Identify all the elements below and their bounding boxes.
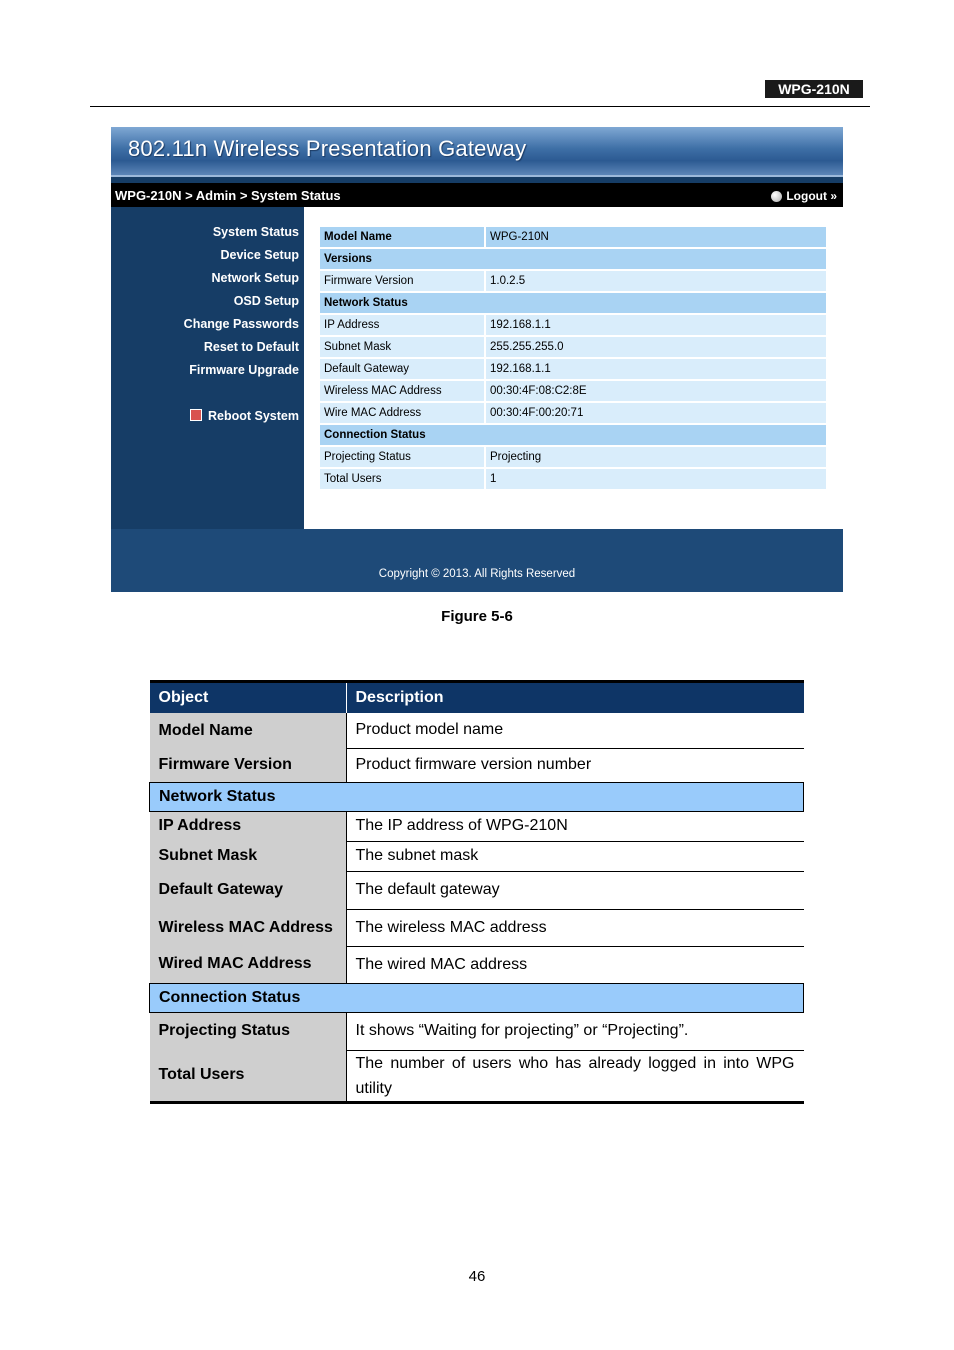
- nav-firmware-upgrade[interactable]: Firmware Upgrade: [189, 363, 299, 377]
- description-cell: The subnet mask: [346, 841, 804, 871]
- object-cell: Subnet Mask: [150, 841, 347, 871]
- status-table: [320, 225, 826, 491]
- status-value: 00:30:4F:08:C2:8E: [486, 381, 826, 401]
- description-cell: It shows “Waiting for projecting” or “Projecting”.: [346, 1012, 804, 1050]
- copyright: Copyright © 2013. All Rights Reserved: [378, 568, 576, 580]
- status-label: Model Name: [320, 227, 486, 247]
- status-value: 192.168.1.1: [486, 359, 826, 379]
- nav-reboot-system[interactable]: [190, 409, 299, 423]
- description-cell: The IP address of WPG-210N: [346, 811, 804, 841]
- system-status-screenshot: [111, 127, 843, 592]
- status-label: Default Gateway: [320, 359, 486, 379]
- object-cell: IP Address: [150, 811, 347, 841]
- status-value: 00:30:4F:00:20:71: [486, 403, 826, 423]
- status-label: Firmware Version: [320, 271, 486, 291]
- footer-bar: [111, 529, 843, 592]
- section-row-network: [150, 782, 804, 811]
- breadcrumb: WPG-210N > Admin > System Status: [115, 188, 341, 203]
- reboot-label: Reboot System: [208, 409, 299, 423]
- status-row-subnet: [320, 337, 826, 357]
- status-row-model: [320, 227, 826, 247]
- object-cell: Model Name: [150, 713, 347, 748]
- banner: [111, 127, 843, 177]
- status-label: Subnet Mask: [320, 337, 486, 357]
- table-row: [150, 1012, 804, 1050]
- status-row-wireless-mac: [320, 381, 826, 401]
- sidebar: [111, 207, 304, 529]
- logout-label: Logout »: [786, 189, 837, 203]
- col-object: Object: [150, 682, 347, 714]
- status-row-firmware: [320, 271, 826, 291]
- status-section-versions: [320, 249, 826, 269]
- object-cell: Projecting Status: [150, 1012, 347, 1050]
- status-row-users: [320, 469, 826, 489]
- table-row: [150, 748, 804, 782]
- status-label: Wireless MAC Address: [320, 381, 486, 401]
- model-badge: WPG-210N: [765, 80, 863, 98]
- nav-reset-to-default[interactable]: Reset to Default: [203, 340, 299, 354]
- nav-device-setup[interactable]: Device Setup: [220, 248, 299, 262]
- description-cell: Product firmware version number: [346, 748, 804, 782]
- figure-caption: Figure 5-6: [441, 608, 513, 625]
- status-value: 192.168.1.1: [486, 315, 826, 335]
- object-cell: Wired MAC Address: [150, 946, 347, 983]
- section-label: Network Status: [320, 293, 826, 313]
- section-cell: Connection Status: [150, 983, 804, 1012]
- status-row-gateway: [320, 359, 826, 379]
- nav-change-passwords[interactable]: Change Passwords: [183, 317, 299, 331]
- status-label: Projecting Status: [320, 447, 486, 467]
- table-row: [150, 713, 804, 748]
- object-cell: Wireless MAC Address: [150, 909, 347, 946]
- status-content: [304, 207, 843, 529]
- table-row: [150, 1050, 804, 1102]
- status-value: 1: [486, 469, 826, 489]
- description-cell: The number of users who has already logged in into WPG utility: [346, 1050, 804, 1102]
- table-header: [150, 682, 804, 714]
- status-section-connection: [320, 425, 826, 445]
- section-cell: Network Status: [150, 782, 804, 811]
- table-row: [150, 909, 804, 946]
- power-icon: [190, 409, 202, 421]
- logout-button[interactable]: [771, 189, 837, 203]
- object-cell: Total Users: [150, 1050, 347, 1102]
- object-cell: Default Gateway: [150, 871, 347, 909]
- section-label: Versions: [320, 249, 826, 269]
- breadcrumb-bar: [111, 183, 843, 207]
- status-value: WPG-210N: [486, 227, 826, 247]
- section-label: Connection Status: [320, 425, 826, 445]
- table-row: [150, 946, 804, 983]
- description-cell: The default gateway: [346, 871, 804, 909]
- status-value: 255.255.255.0: [486, 337, 826, 357]
- table-row: [150, 841, 804, 871]
- description-cell: Product model name: [346, 713, 804, 748]
- header-rule: [90, 106, 870, 107]
- logout-icon: [771, 191, 782, 202]
- status-row-wire-mac: [320, 403, 826, 423]
- status-row-projecting: [320, 447, 826, 467]
- description-table: [149, 680, 804, 1104]
- banner-title: 802.11n Wireless Presentation Gateway: [128, 136, 527, 161]
- status-value: Projecting: [486, 447, 826, 467]
- description-cell: The wireless MAC address: [346, 909, 804, 946]
- nav-osd-setup[interactable]: OSD Setup: [233, 294, 299, 308]
- status-value: 1.0.2.5: [486, 271, 826, 291]
- page-number: 46: [468, 1268, 486, 1285]
- section-row-connection: [150, 983, 804, 1012]
- table-row: [150, 871, 804, 909]
- table-row: [150, 811, 804, 841]
- nav-network-setup[interactable]: Network Setup: [211, 271, 299, 285]
- status-row-ip: [320, 315, 826, 335]
- status-label: IP Address: [320, 315, 486, 335]
- status-label: Wire MAC Address: [320, 403, 486, 423]
- nav-system-status[interactable]: System Status: [212, 225, 299, 239]
- object-cell: Firmware Version: [150, 748, 347, 782]
- description-cell: The wired MAC address: [346, 946, 804, 983]
- col-description: Description: [346, 682, 804, 714]
- status-label: Total Users: [320, 469, 486, 489]
- status-section-network: [320, 293, 826, 313]
